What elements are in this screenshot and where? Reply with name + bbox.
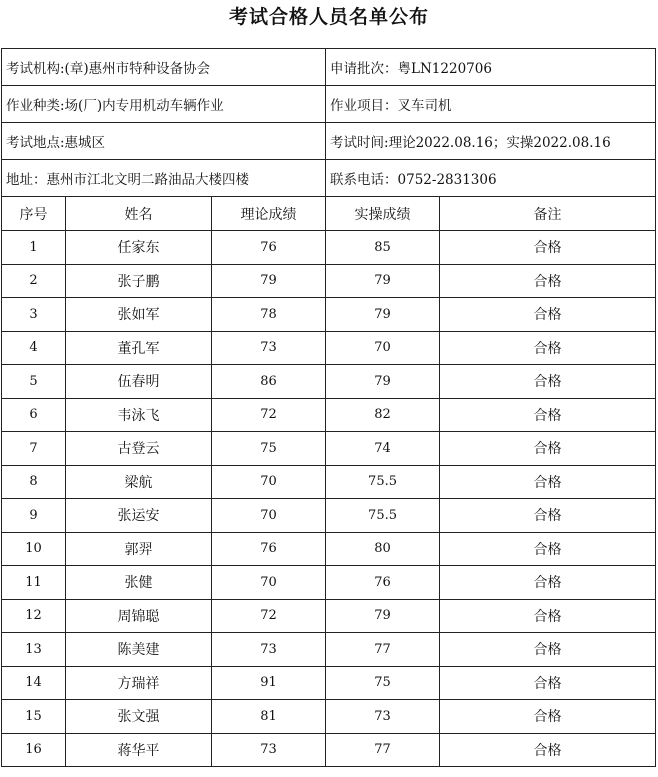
cell-no: 3 — [2, 298, 66, 332]
table-row — [2, 666, 656, 700]
cell-theory: 73 — [212, 331, 326, 365]
table-row — [2, 398, 656, 432]
cell-name: 任家东 — [66, 231, 212, 265]
table-row — [2, 733, 656, 767]
cell-note: 合格 — [440, 532, 656, 566]
cell-note: 合格 — [440, 432, 656, 466]
cell-practical: 79 — [326, 599, 440, 633]
cell-name: 张如军 — [66, 298, 212, 332]
column-header-note: 备注 — [440, 197, 656, 231]
cell-no: 5 — [2, 365, 66, 399]
cell-name: 韦泳飞 — [66, 398, 212, 432]
cell-note: 合格 — [440, 733, 656, 767]
cell-practical: 79 — [326, 365, 440, 399]
table-row — [2, 432, 656, 466]
cell-note: 合格 — [440, 666, 656, 700]
cell-no: 15 — [2, 700, 66, 734]
cell-name: 张子鹏 — [66, 264, 212, 298]
cell-practical: 75.5 — [326, 499, 440, 533]
cell-theory: 76 — [212, 231, 326, 265]
cell-note: 合格 — [440, 566, 656, 600]
cell-theory: 70 — [212, 499, 326, 533]
cell-no: 9 — [2, 499, 66, 533]
column-header-name: 姓名 — [66, 197, 212, 231]
table-row — [2, 700, 656, 734]
column-header-theory: 理论成绩 — [212, 197, 326, 231]
cell-no: 1 — [2, 231, 66, 265]
cell-no: 10 — [2, 532, 66, 566]
cell-no: 14 — [2, 666, 66, 700]
info-row — [2, 86, 656, 123]
cell-no: 7 — [2, 432, 66, 466]
cell-theory: 73 — [212, 733, 326, 767]
cell-name: 蒋华平 — [66, 733, 212, 767]
cell-no: 11 — [2, 566, 66, 600]
cell-practical: 73 — [326, 700, 440, 734]
cell-practical: 79 — [326, 264, 440, 298]
cell-theory: 72 — [212, 398, 326, 432]
cell-theory: 76 — [212, 532, 326, 566]
table-row — [2, 633, 656, 667]
contact-phone: 联系电话：0752-2831306 — [326, 160, 656, 197]
table-row — [2, 231, 656, 265]
cell-practical: 77 — [326, 733, 440, 767]
cell-note: 合格 — [440, 331, 656, 365]
cell-no: 12 — [2, 599, 66, 633]
cell-note: 合格 — [440, 298, 656, 332]
table-row — [2, 465, 656, 499]
cell-theory: 73 — [212, 633, 326, 667]
table-row — [2, 499, 656, 533]
operation-item: 作业项目：叉车司机 — [326, 86, 656, 123]
cell-note: 合格 — [440, 465, 656, 499]
cell-practical: 79 — [326, 298, 440, 332]
cell-practical: 77 — [326, 633, 440, 667]
cell-theory: 91 — [212, 666, 326, 700]
table-row — [2, 599, 656, 633]
info-row — [2, 160, 656, 197]
cell-no: 16 — [2, 733, 66, 767]
cell-note: 合格 — [440, 231, 656, 265]
cell-name: 周锦聪 — [66, 599, 212, 633]
cell-note: 合格 — [440, 398, 656, 432]
cell-name: 梁航 — [66, 465, 212, 499]
cell-name: 方瑞祥 — [66, 666, 212, 700]
cell-practical: 80 — [326, 532, 440, 566]
table-header-row — [2, 197, 656, 231]
page-title: 考试合格人员名单公布 — [228, 6, 429, 28]
cell-name: 张运安 — [66, 499, 212, 533]
cell-name: 张健 — [66, 566, 212, 600]
cell-no: 6 — [2, 398, 66, 432]
cell-theory: 72 — [212, 599, 326, 633]
cell-theory: 78 — [212, 298, 326, 332]
cell-note: 合格 — [440, 700, 656, 734]
cell-note: 合格 — [440, 633, 656, 667]
cell-theory: 70 — [212, 465, 326, 499]
table-row — [2, 331, 656, 365]
cell-practical: 75.5 — [326, 465, 440, 499]
cell-theory: 70 — [212, 566, 326, 600]
application-batch: 申请批次：粤LN1220706 — [326, 49, 656, 86]
cell-note: 合格 — [440, 365, 656, 399]
operation-category: 作业种类:场(厂)内专用机动车辆作业 — [2, 86, 326, 123]
cell-theory: 86 — [212, 365, 326, 399]
address: 地址：惠州市江北文明二路油品大楼四楼 — [2, 160, 326, 197]
results-table — [1, 48, 656, 767]
table-row — [2, 298, 656, 332]
info-row — [2, 49, 656, 86]
column-header-practical: 实操成绩 — [326, 197, 440, 231]
cell-name: 郭羿 — [66, 532, 212, 566]
cell-name: 张文强 — [66, 700, 212, 734]
cell-no: 2 — [2, 264, 66, 298]
table-row — [2, 566, 656, 600]
exam-location: 考试地点:惠城区 — [2, 123, 326, 160]
cell-practical: 76 — [326, 566, 440, 600]
column-header-no: 序号 — [2, 197, 66, 231]
cell-note: 合格 — [440, 264, 656, 298]
cell-theory: 75 — [212, 432, 326, 466]
cell-note: 合格 — [440, 599, 656, 633]
cell-name: 古登云 — [66, 432, 212, 466]
cell-theory: 81 — [212, 700, 326, 734]
exam-time: 考试时间:理论2022.08.16；实操2022.08.16 — [326, 123, 656, 160]
cell-practical: 85 — [326, 231, 440, 265]
table-body — [2, 231, 656, 767]
cell-name: 陈美建 — [66, 633, 212, 667]
exam-org: 考试机构:(章)惠州市特种设备协会 — [2, 49, 326, 86]
table-row — [2, 365, 656, 399]
cell-practical: 82 — [326, 398, 440, 432]
cell-practical: 75 — [326, 666, 440, 700]
cell-theory: 79 — [212, 264, 326, 298]
cell-name: 董孔军 — [66, 331, 212, 365]
cell-practical: 70 — [326, 331, 440, 365]
cell-note: 合格 — [440, 499, 656, 533]
table-row — [2, 264, 656, 298]
cell-no: 4 — [2, 331, 66, 365]
cell-no: 13 — [2, 633, 66, 667]
info-row — [2, 123, 656, 160]
cell-no: 8 — [2, 465, 66, 499]
cell-practical: 74 — [326, 432, 440, 466]
table-row — [2, 532, 656, 566]
cell-name: 伍春明 — [66, 365, 212, 399]
